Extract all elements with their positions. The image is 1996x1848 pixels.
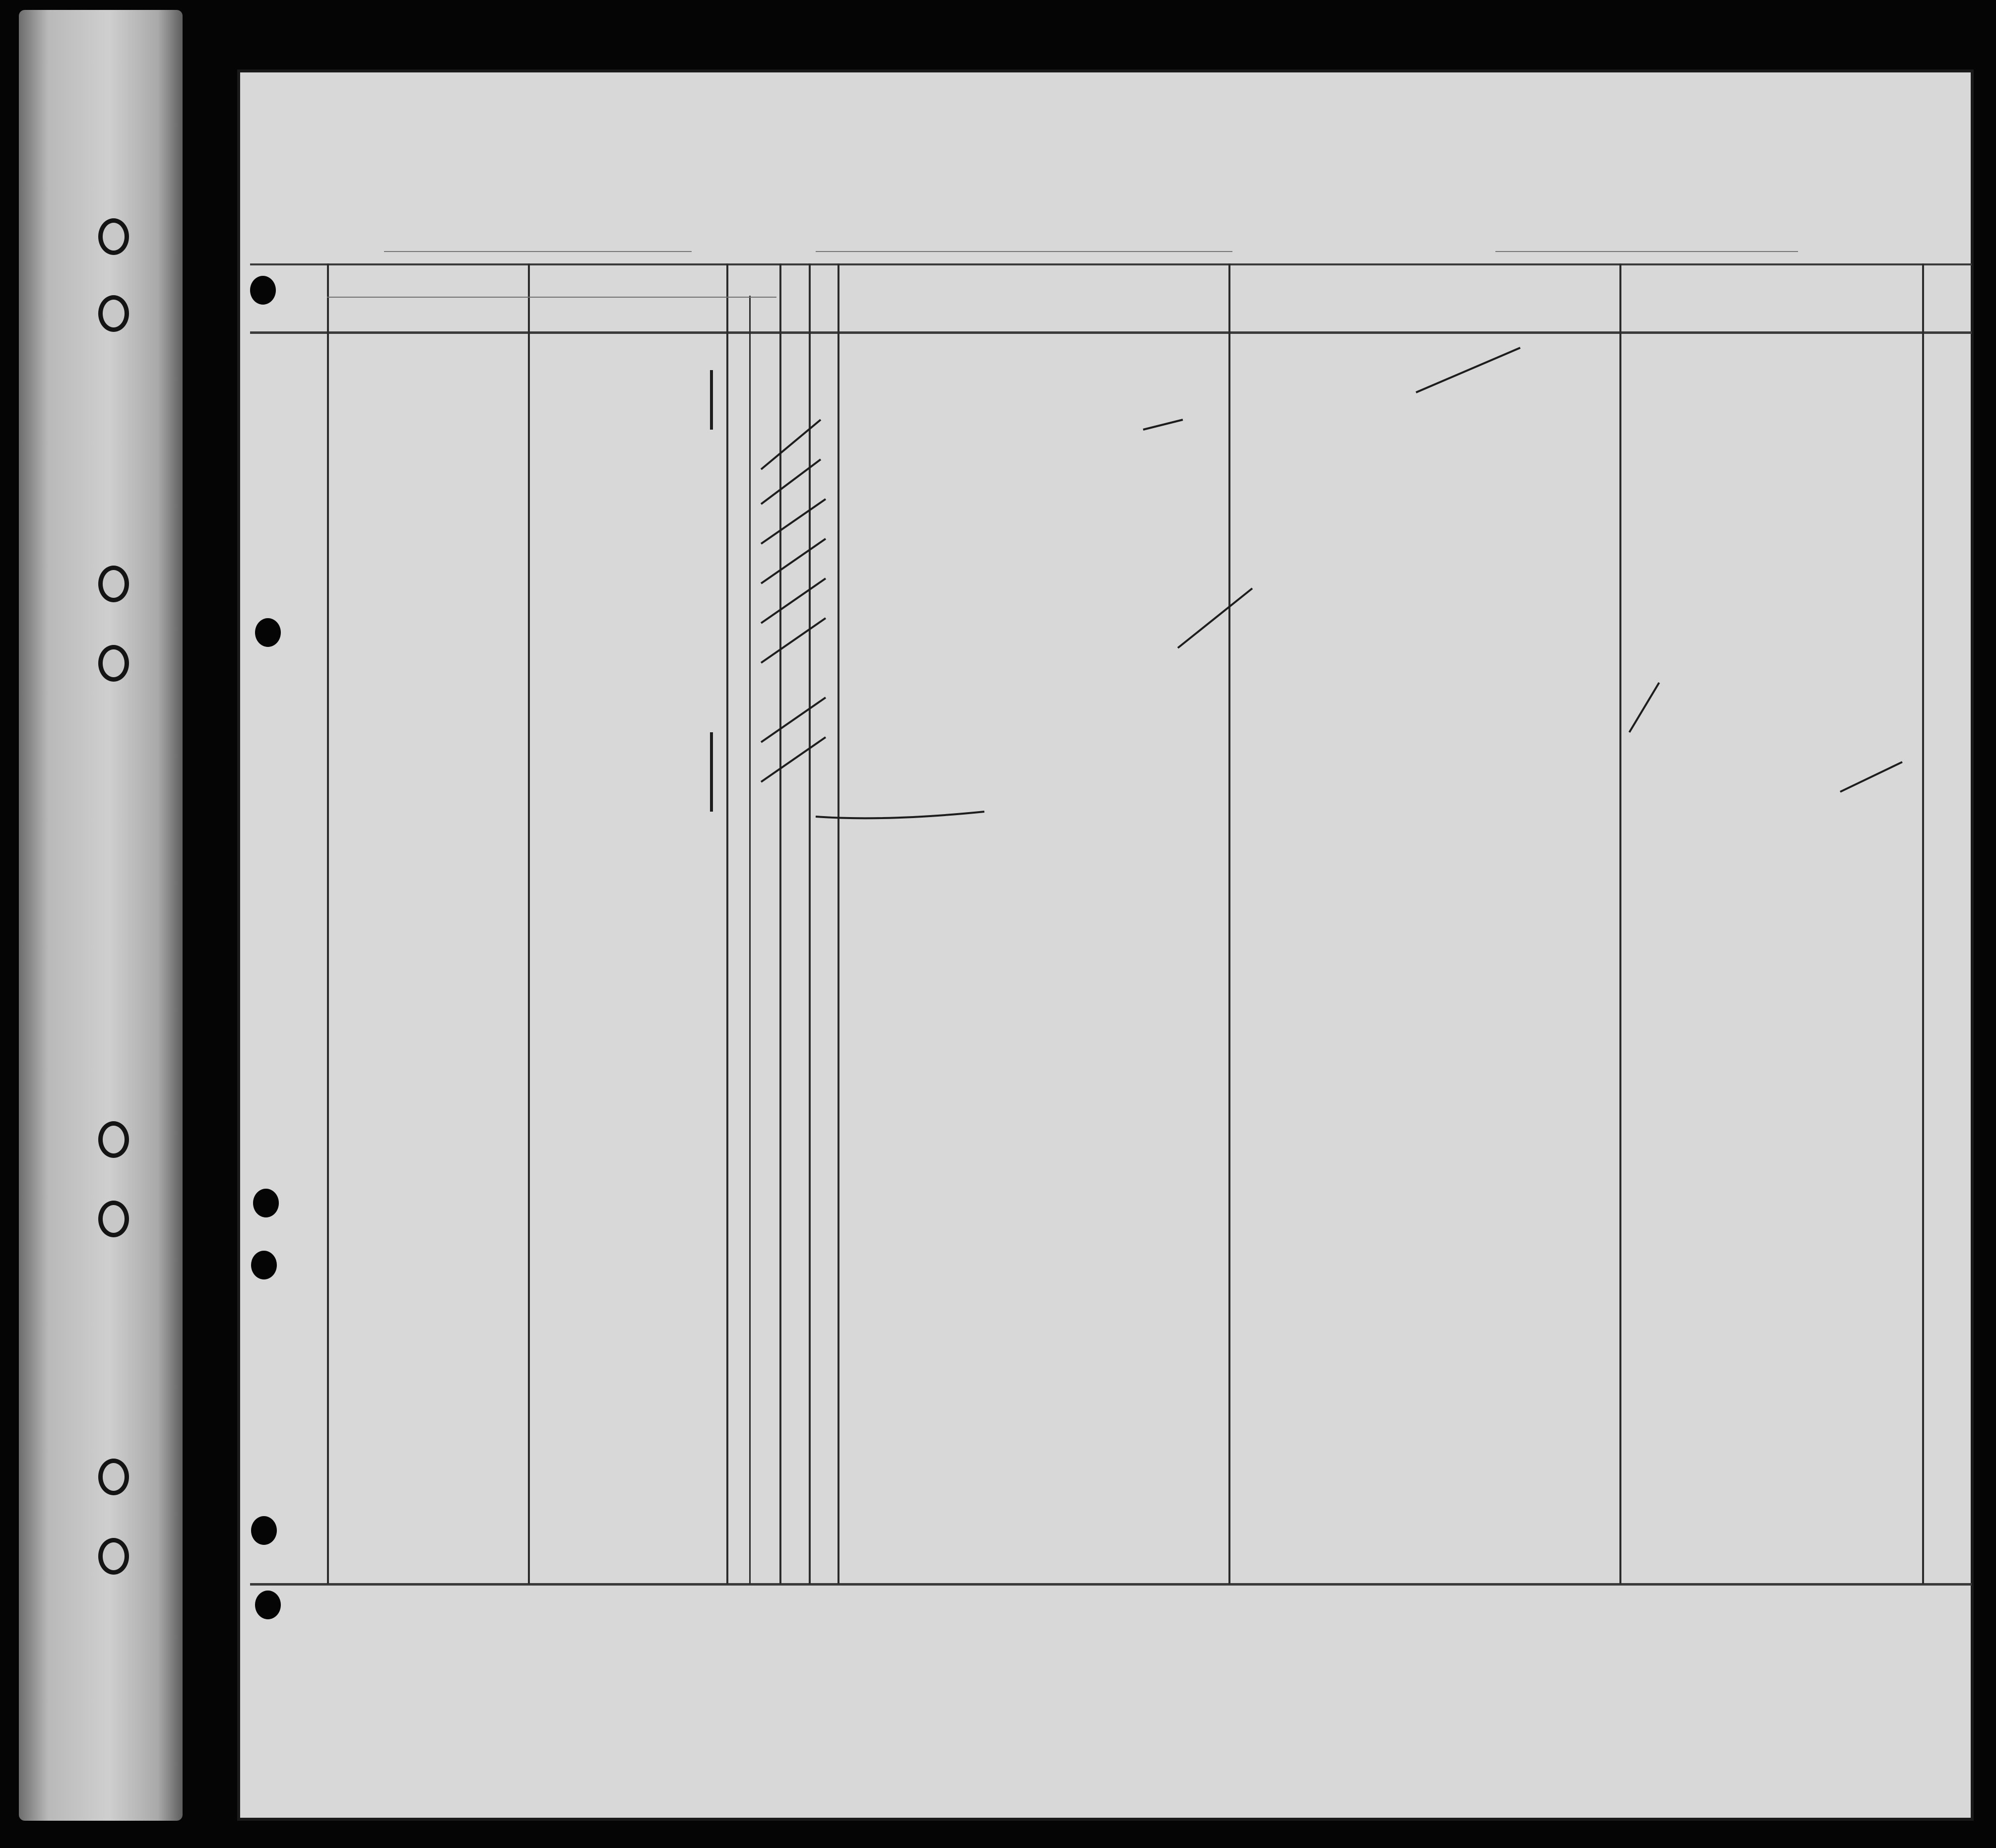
check-mark (1840, 762, 1902, 792)
check-mark (1178, 588, 1252, 648)
manifest-page (237, 69, 1974, 1821)
check-marks-overlay (240, 72, 1972, 1586)
binder-ring (98, 645, 129, 682)
binding-strip (19, 10, 183, 1821)
check-mark (1629, 683, 1659, 732)
check-mark (761, 698, 826, 742)
binder-ring (98, 566, 129, 602)
binder-ring (98, 1538, 129, 1575)
check-mark (761, 578, 826, 623)
check-mark (1416, 348, 1520, 392)
check-mark (761, 737, 826, 782)
binder-ring (98, 1121, 129, 1158)
check-mark (761, 459, 821, 504)
signature-underline (816, 812, 984, 818)
binder-ring (98, 295, 129, 332)
check-mark (761, 420, 821, 469)
check-mark (761, 499, 826, 544)
check-mark (761, 618, 826, 663)
check-mark (761, 539, 826, 583)
binder-ring (98, 218, 129, 255)
binder-ring (98, 1459, 129, 1495)
punch-hole (255, 1591, 281, 1619)
binder-ring (98, 1201, 129, 1237)
check-mark (1143, 420, 1183, 430)
